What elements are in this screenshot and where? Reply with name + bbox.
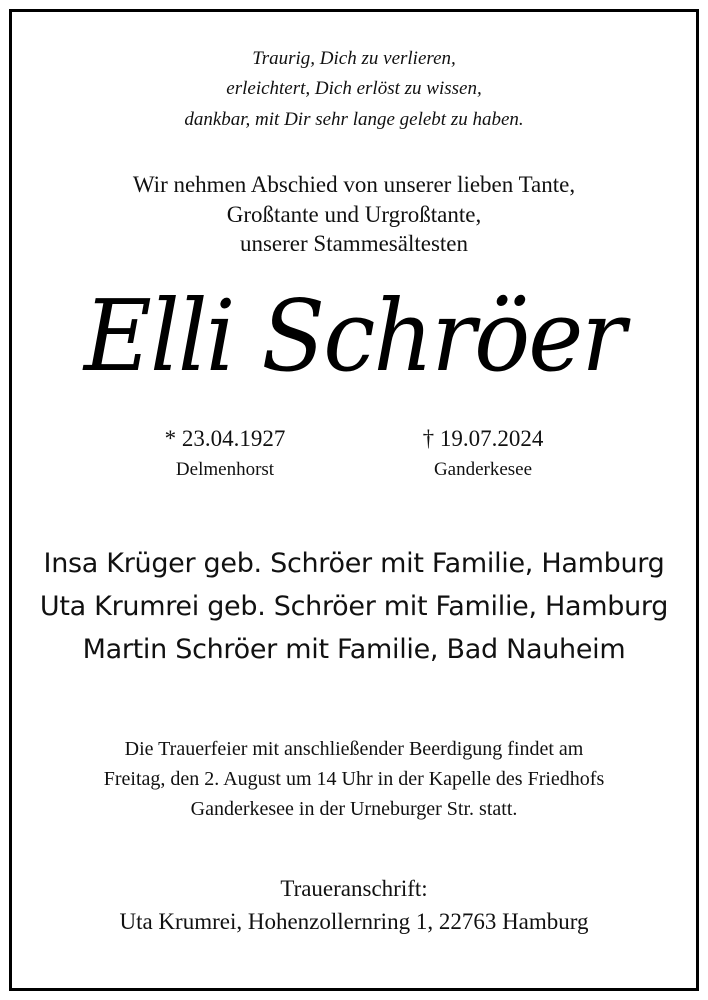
intro-line-1: Wir nehmen Abschied von unserer lieben Tante, xyxy=(132,172,576,197)
obituary-card xyxy=(9,9,699,991)
birth-date: * 23.04.1927 xyxy=(164,426,286,451)
deceased-name: Elli Schröer xyxy=(83,280,625,394)
mourner-line-2: Uta Krumrei geb. Schröer mit Familie, Hamburg xyxy=(39,591,669,622)
mourner-line-1: Insa Krüger geb. Schröer mit Familie, Hamburg xyxy=(43,548,665,579)
service-line-2: Freitag, den 2. August um 14 Uhr in der Kapelle des Friedhofs xyxy=(103,768,605,790)
birth-place: Delmenhorst xyxy=(175,459,275,480)
service-line-3: Ganderkesee in der Urneburger Str. statt. xyxy=(190,798,518,820)
motto-line-2: erleichtert, Dich erlöst zu wissen, xyxy=(226,78,482,99)
address-label: Traueranschrift: xyxy=(280,876,428,901)
death-date: † 19.07.2024 xyxy=(422,426,544,451)
service-line-1: Die Trauerfeier mit anschließender Beerdigung findet am xyxy=(124,738,584,760)
death-place: Ganderkesee xyxy=(433,459,533,480)
intro-line-2: Großtante und Urgroßtante, xyxy=(226,202,482,227)
intro-line-3: unserer Stammesältesten xyxy=(239,231,468,256)
motto-line-3: dankbar, mit Dir sehr lange gelebt zu haben. xyxy=(184,109,524,130)
motto-line-1: Traurig, Dich zu verlieren, xyxy=(252,48,456,69)
address-value: Uta Krumrei, Hohenzollernring 1, 22763 Hamburg xyxy=(119,909,589,934)
mourner-line-3: Martin Schröer mit Familie, Bad Nauheim xyxy=(82,634,626,665)
